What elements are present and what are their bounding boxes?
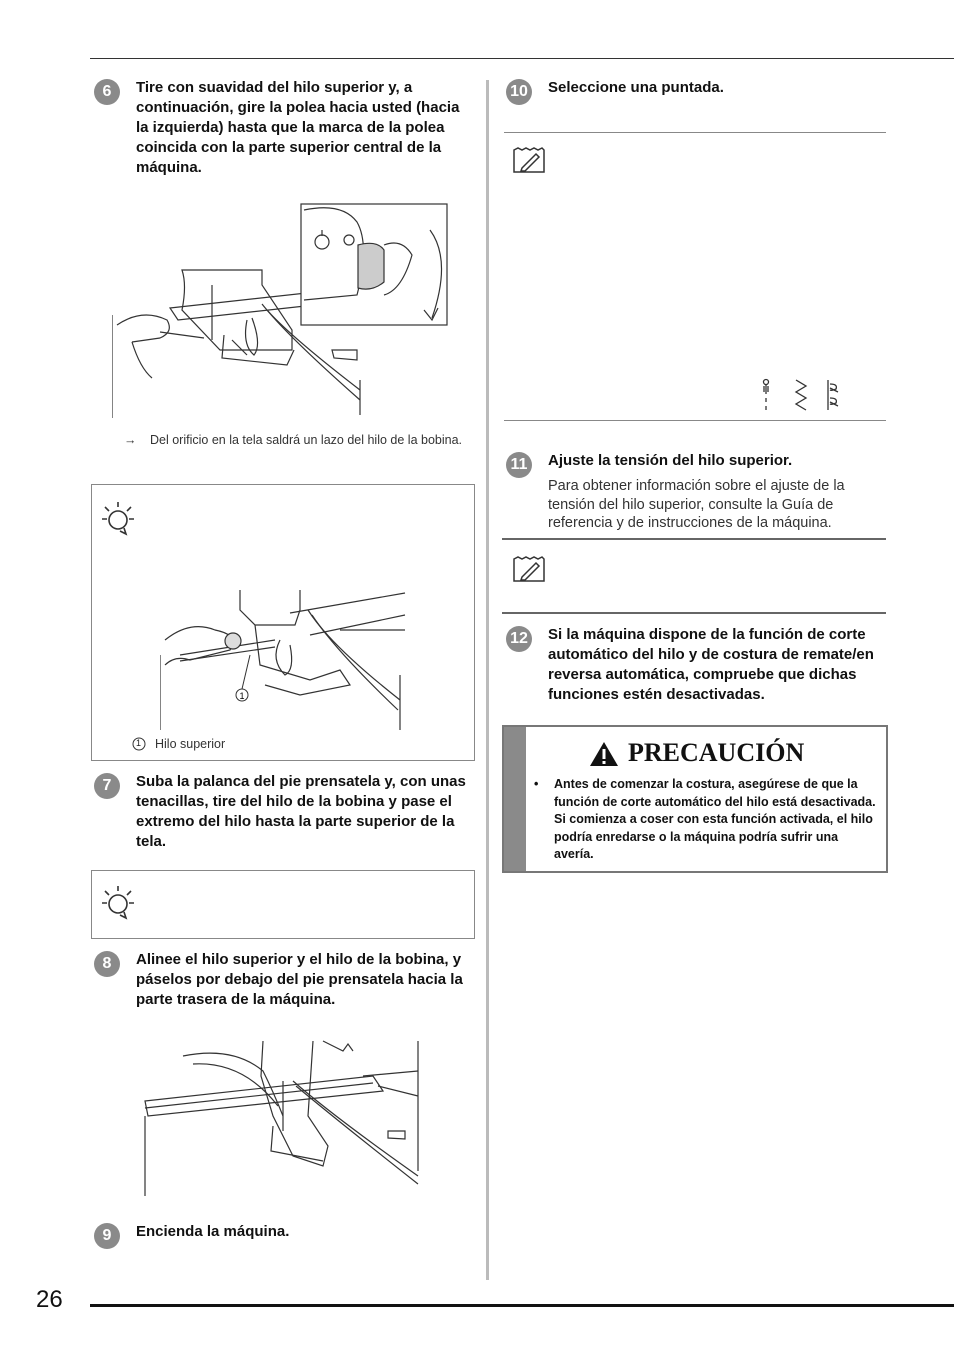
tweezers-illustration [160,585,410,735]
caution-side-bar [504,727,526,871]
step-10-text: Seleccione una puntada. [548,79,724,96]
stitch-symbols-icon [760,378,842,414]
memo-top-rule [504,132,886,133]
step-11-body: Para obtener información sobre el ajuste de la tensión del hilo superior, consulte la Guía de referencia y de instrucciones de la máquina. [548,478,845,531]
callout-number: 1 [136,738,142,748]
caution-bullet: • [534,777,539,791]
page-number: 26 [36,1286,63,1313]
warning-triangle-icon [588,740,620,768]
note-bulb-icon [100,884,136,922]
threads-under-foot-illustration [143,1036,423,1201]
step-10-badge: 10 [506,79,532,105]
step-7-text: Suba la palanca del pie prensatela y, con unas tenacillas, tire del hilo de la bobina y pase el extremo del hilo hasta la parte superior de la tela. [136,773,466,850]
step-7-badge: 7 [94,773,120,799]
step-9-badge: 9 [94,1223,120,1249]
result-arrow: → [124,433,137,447]
step-6-badge: 6 [94,79,120,105]
memo2-top-rule [502,538,886,540]
step-6-text: Tire con suavidad del hilo superior y, a continuación, gire la polea hacia usted (hacia la izquierda) hasta que la marca de la polea coincida con la parte superior central de la máquina. [136,79,460,176]
step-6-result-text: Del orificio en la tela saldrá un lazo del hilo de la bobina. [150,433,462,447]
step-11-title: Ajuste la tensión del hilo superior. [548,452,793,469]
step-12-badge: 12 [506,626,532,652]
step-11-badge: 11 [506,452,532,478]
caution-text: Antes de comenzar la costura, asegúrese de que la función de corte automático del hilo está desactivada. Si comienza a coser con esta función activada, el hilo podría enredarse o la máquina podría sufrir una avería. [554,777,876,861]
memo-bottom-rule [504,420,886,421]
step-12-text: Si la máquina dispone de la función de corte automático del hilo y de costura de remate/en reversa automática, compruebe que dichas funciones estén desactivadas. [548,626,874,703]
pulley-illustration [112,200,452,420]
step-9-text: Encienda la máquina. [136,1223,290,1240]
memo2-bottom-rule [502,612,886,614]
callout-label-hilo-superior: Hilo superior [155,737,226,751]
note-bulb-icon [100,500,136,538]
step-8-badge: 8 [94,951,120,977]
note-box-2 [91,870,475,939]
bottom-rule [90,1304,954,1307]
memo-pencil-icon [512,555,546,583]
column-divider [486,80,489,1280]
top-rule [90,58,954,59]
memo-pencil-icon [512,146,546,174]
caution-title: PRECAUCIÓN [628,738,805,767]
step-8-text: Alinee el hilo superior y el hilo de la bobina, y páselos por debajo del pie prensatela hacia la parte trasera de la máquina. [136,951,463,1008]
svg-text:1: 1 [239,691,245,701]
